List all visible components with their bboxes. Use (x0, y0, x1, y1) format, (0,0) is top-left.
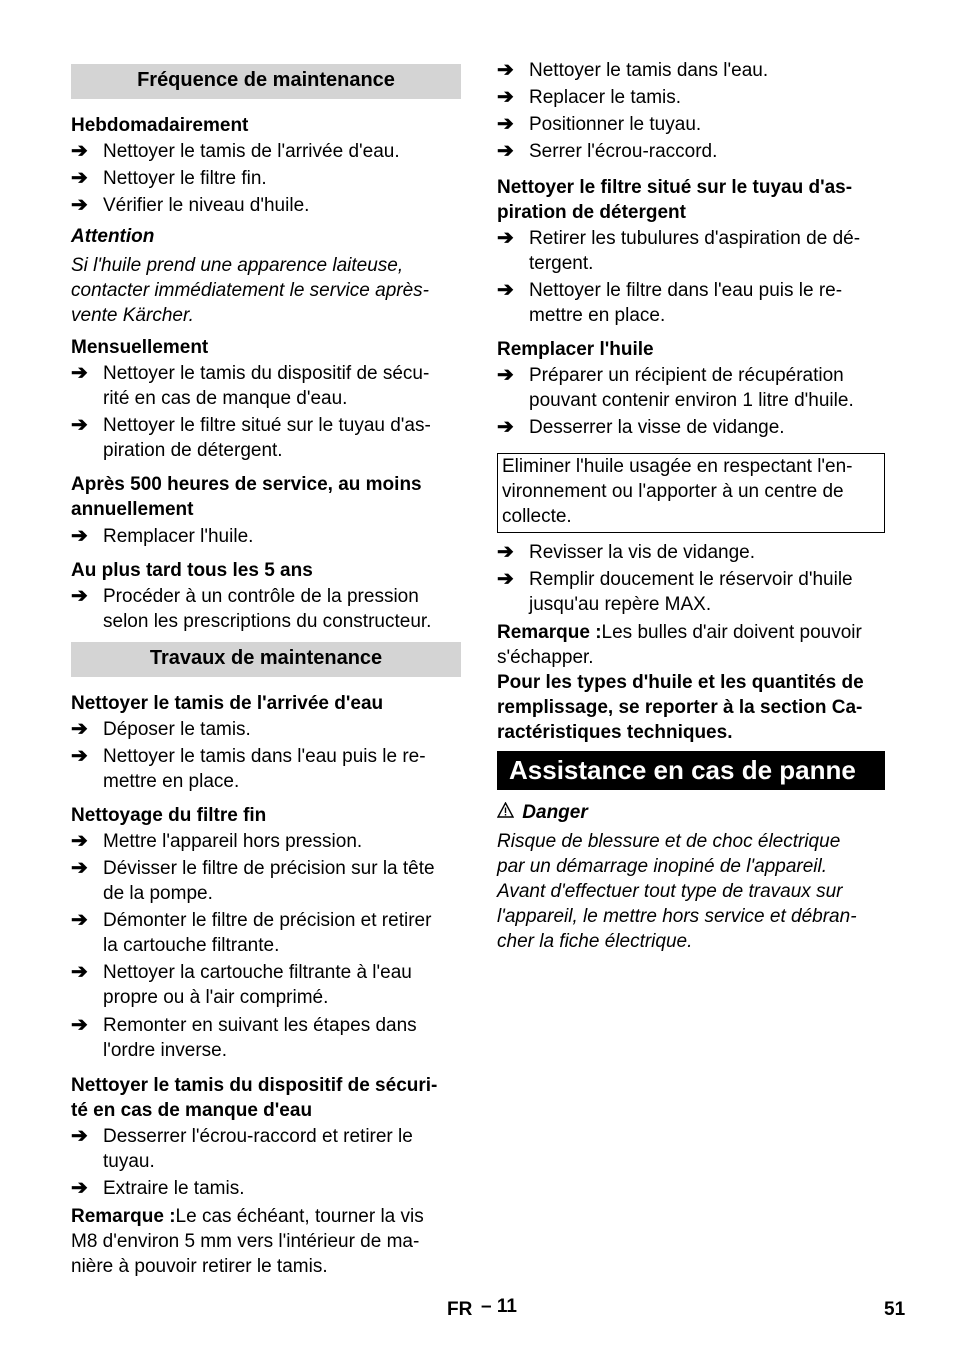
list-item: ➔ Nettoyer le tamis du dispositif de sécu- rité en cas de manque d'eau. (71, 362, 430, 409)
list-item: ➔ Replacer le tamis. (497, 86, 682, 108)
list-item: ➔ Revisser la vis de vidange. (497, 541, 755, 563)
danger-text: Risque de blessure et de choc électrique par un démarrage inopiné de l'appareil. Avant d'effectuer tout type de travaux sur l'appareil, le mettre hors service et débran- cher la fiche électrique. (497, 831, 857, 952)
list-item: ➔ Desserrer l'écrou-raccord et retirer le tuyau. (71, 1125, 413, 1172)
list-item: ➔ Nettoyer le tamis de l'arrivée d'eau. (71, 140, 400, 162)
page-number: 51 (884, 1299, 906, 1320)
list-item: ➔ Déposer le tamis. (71, 718, 251, 740)
list-item: ➔ Remplacer l'huile. (71, 525, 254, 547)
arrow-right-icon: ➔ (71, 140, 88, 162)
arrow-right-icon: ➔ (71, 194, 88, 216)
list-item: ➔ Desserrer la visse de vidange. (497, 416, 785, 438)
remark-label: Remarque : (71, 1206, 176, 1227)
list-item: ➔ Nettoyer le tamis dans l'eau puis le re- mettre en place. (71, 745, 426, 792)
remark-label: Remarque : (497, 622, 602, 643)
section-title-assistance: Assistance en cas de panne (497, 751, 885, 790)
heading-every-5-years: Au plus tard tous les 5 ans (71, 560, 313, 581)
remark-text: Remarque :Les bulles d'air doivent pouvoir s'échapper. (497, 622, 862, 668)
arrow-right-icon: ➔ (71, 1014, 88, 1036)
attention-text: Si l'huile prend une apparence laiteuse, contacter immédiatement le service après- vente Kärcher. (71, 255, 429, 326)
danger-label: Danger (497, 800, 885, 825)
arrow-right-icon: ➔ (497, 568, 514, 590)
environment-note-box: Eliminer l'huile usagée en respectant l'en- vironnement ou l'apporter à un centre de collecte. (497, 453, 885, 533)
arrow-right-icon: ➔ (497, 140, 514, 162)
heading-after-500: Après 500 heures de service, au moins annuellement (71, 474, 422, 520)
bold-note: Pour les types d'huile et les quantités de remplissage, se reporter à la section Ca- ractéristiques techniques. (497, 672, 864, 743)
heading-fine-filter: Nettoyage du filtre fin (71, 805, 267, 826)
arrow-right-icon: ➔ (71, 585, 88, 607)
heading-clean-inlet: Nettoyer le tamis de l'arrivée d'eau (71, 693, 384, 714)
arrow-right-icon: ➔ (497, 279, 514, 301)
section-title-frequency: Fréquence de maintenance (71, 64, 461, 99)
warning-triangle-icon (497, 800, 517, 825)
footer-lang: FR (447, 1299, 473, 1320)
arrow-right-icon: ➔ (71, 830, 88, 852)
arrow-right-icon: ➔ (497, 364, 514, 386)
list-item: ➔ Nettoyer le filtre dans l'eau puis le re- mettre en place. (497, 279, 843, 326)
arrow-right-icon: ➔ (71, 362, 88, 384)
arrow-right-icon: ➔ (497, 227, 514, 249)
arrow-right-icon: ➔ (71, 857, 88, 879)
arrow-right-icon: ➔ (497, 416, 514, 438)
arrow-right-icon: ➔ (497, 541, 514, 563)
list-item: ➔ Serrer l'écrou-raccord. (497, 140, 718, 162)
list-item: ➔ Positionner le tuyau. (497, 113, 702, 135)
list-item: ➔ Mettre l'appareil hors pression. (71, 830, 363, 852)
heading-weekly: Hebdomadairement (71, 115, 249, 136)
remark-text: Remarque :Le cas échéant, tourner la vis M8 d'environ 5 mm vers l'intérieur de ma- nière à pouvoir retirer le tamis. (71, 1206, 424, 1277)
arrow-right-icon: ➔ (71, 718, 88, 740)
list-item: ➔ Nettoyer le tamis dans l'eau. (497, 59, 769, 81)
arrow-right-icon: ➔ (497, 59, 514, 81)
section-title-works: Travaux de maintenance (71, 642, 461, 677)
arrow-right-icon: ➔ (497, 113, 514, 135)
arrow-right-icon: ➔ (71, 167, 88, 189)
arrow-right-icon: ➔ (71, 525, 88, 547)
list-item: ➔ Préparer un récipient de récupération pouvant contenir environ 1 litre d'huile. (497, 364, 854, 411)
heading-detergent-filter: Nettoyer le filtre situé sur le tuyau d'as- piration de détergent (497, 177, 853, 223)
heading-monthly: Mensuellement (71, 337, 209, 358)
list-item: ➔ Procéder à un contrôle de la pression selon les prescriptions du constructeur. (71, 585, 432, 632)
list-item: ➔ Nettoyer la cartouche filtrante à l'eau propre ou à l'air comprimé. (71, 961, 412, 1008)
list-item: ➔ Retirer les tubulures d'aspiration de dé- tergent. (497, 227, 861, 274)
list-item: ➔ Nettoyer le filtre fin. (71, 167, 267, 189)
list-item: ➔ Vérifier le niveau d'huile. (71, 194, 310, 216)
heading-safety-sieve: Nettoyer le tamis du dispositif de sécuri- té en cas de manque d'eau (71, 1075, 438, 1121)
attention-label: Attention (71, 226, 155, 247)
list-item: ➔ Extraire le tamis. (71, 1177, 245, 1199)
list-item: ➔ Remonter en suivant les étapes dans l'ordre inverse. (71, 1014, 417, 1061)
arrow-right-icon: ➔ (71, 909, 88, 931)
heading-replace-oil: Remplacer l'huile (497, 339, 654, 360)
arrow-right-icon: ➔ (71, 961, 88, 983)
arrow-right-icon: ➔ (71, 1125, 88, 1147)
arrow-right-icon: ➔ (71, 1177, 88, 1199)
footer-page-local: – 11 (481, 1296, 517, 1317)
list-item: ➔ Démonter le filtre de précision et retirer la cartouche filtrante. (71, 909, 432, 956)
list-item: ➔ Remplir doucement le réservoir d'huile jusqu'au repère MAX. (497, 568, 853, 615)
arrow-right-icon: ➔ (497, 86, 514, 108)
list-item: ➔ Nettoyer le filtre situé sur le tuyau d'as- piration de détergent. (71, 414, 431, 461)
arrow-right-icon: ➔ (71, 414, 88, 436)
list-item: ➔ Dévisser le filtre de précision sur la tête de la pompe. (71, 857, 435, 904)
arrow-right-icon: ➔ (71, 745, 88, 767)
